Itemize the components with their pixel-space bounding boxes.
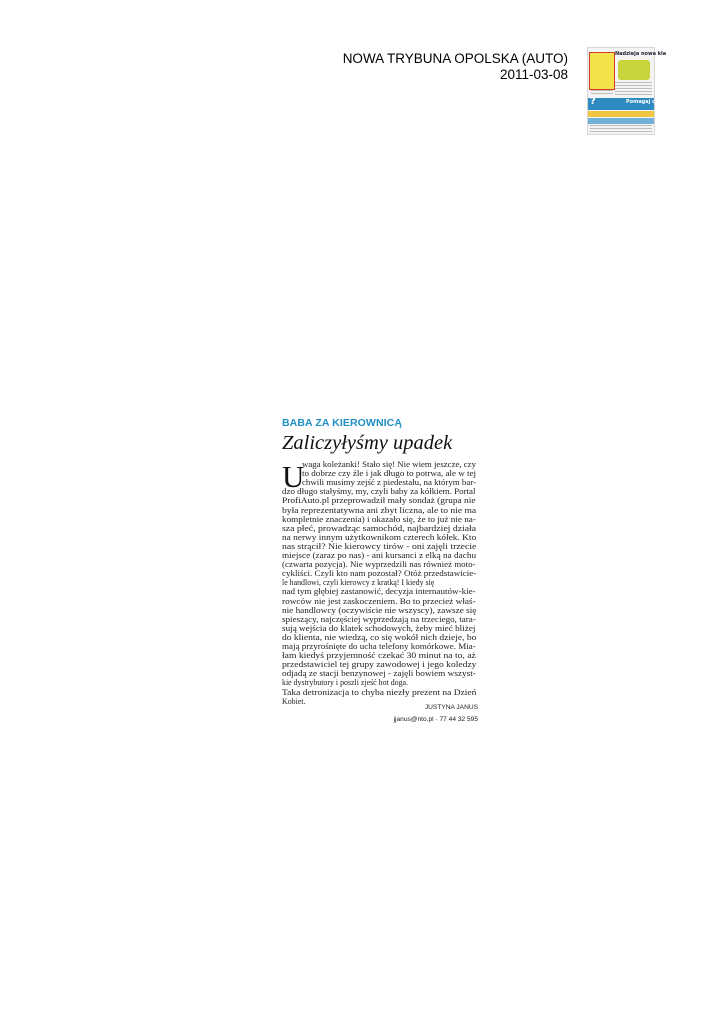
article-line: kompletnie znaczenia) i okazało się, że to już nie na- (282, 514, 476, 524)
article-line: łam kiedyś przyjemność czekać 30 minut na to, aż (282, 651, 476, 661)
article-title: Zaliczyłyśmy upadek (282, 432, 453, 454)
article-line: cykliści. Czyli kto nam pozostał? Otóż przedstawicie- (282, 569, 477, 579)
page-header (343, 51, 568, 83)
page-thumbnail (587, 47, 667, 135)
article-line: sza płeć, prowadząc samochód, najbardziej działa (282, 523, 477, 533)
article-line: nad tym głębiej zastanowić, decyzja internautów-kie- (282, 587, 476, 597)
question-mark-icon: ? (590, 96, 596, 107)
article-line: dzo długo stałyśmy, my, czyli baby za kółkiem. Portal (282, 487, 476, 497)
thumbnail-car-photo (618, 60, 650, 80)
article-line: (czwarta pozycja). Nie wyprzedzili nas również moto- (282, 560, 476, 570)
article-line: rowców nie jest zaskoczeniem. Bo to przecież właś- (282, 596, 476, 606)
article-line: do klienta, nie wiedzą, co się wokół nich dzieje, bo (282, 632, 477, 642)
article-contact: jjanus@nto.pl · 77 44 32 595 (393, 716, 478, 723)
article-clipping (279, 414, 481, 736)
article-author: JUSTYNA JANUS (424, 704, 478, 711)
thumbnail-headline: Nadzieja nowa kia (615, 51, 667, 57)
article-line: chwili musimy zejść z piedestału, na którym bar- (302, 478, 476, 488)
publication-date: 2011-03-08 (499, 67, 568, 82)
thumbnail-yellow-box (589, 52, 615, 90)
article-line: nas strącił? Nie kierowcy tirów - oni zajęli trzecie (282, 541, 477, 551)
article-line: miejsce (zaraz po nas) - ani kursanci z elką na dachu (282, 551, 477, 560)
article-line: to dobrze czy źle i jak długo to potrwa, ale w tej (302, 469, 477, 479)
publication-name: NOWA TRYBUNA OPOLSKA (AUTO) (342, 51, 568, 66)
article-line: odjadą ze stacji benzynowej - zajęli bowiem wszyst- (282, 669, 476, 679)
article-line: le handlowi, czyli kierowcy z kratką! I kiedy się (282, 578, 435, 588)
article-line: spieszący, najczęściej wyprzedzają na trzeciego, tara- (282, 614, 476, 624)
article-line: ProfiAuto.pl przeprowadził mały sondaż (grupa nie (282, 496, 476, 506)
article-line: kie dystrybutory i poszli zjeść hot doga. (282, 678, 409, 688)
drop-cap: U (282, 459, 305, 494)
thumbnail-section: Pomagaj ci (626, 99, 657, 105)
article-line: waga koleżanki! Stało się! Nie wiem jeszcze, czy (302, 460, 476, 469)
article-kicker: BABA ZA KIEROWNICĄ (282, 417, 403, 429)
article-line: mają przyrośnięte do ucha telefony komórkowe. Mia- (282, 642, 476, 651)
thumbnail-text-column (615, 82, 652, 96)
thumbnail-yellow-band (588, 111, 654, 117)
article-line: Taka detronizacja to chyba niezły prezent na Dzień (282, 687, 477, 697)
thumbnail-text-column (590, 125, 652, 133)
article-line: sują wejścia do klatek schodowych, żeby mieć bliżej (282, 623, 476, 633)
article-line: Kobiet. (282, 696, 306, 706)
article-line: nie handlowcy (oczywiście nie wszyscy), zawsze się (282, 605, 477, 615)
article-line: była reprezentatywna ani zbyt liczna, ale to nie ma (282, 505, 477, 515)
article-line: na nerwy innym użytkownikom czterech kółek. Kto (282, 532, 477, 542)
article-line: przedstawiciel tej grupy zawodowej i jego koledzy (282, 660, 477, 670)
thumbnail-lightblue-band (588, 118, 654, 124)
